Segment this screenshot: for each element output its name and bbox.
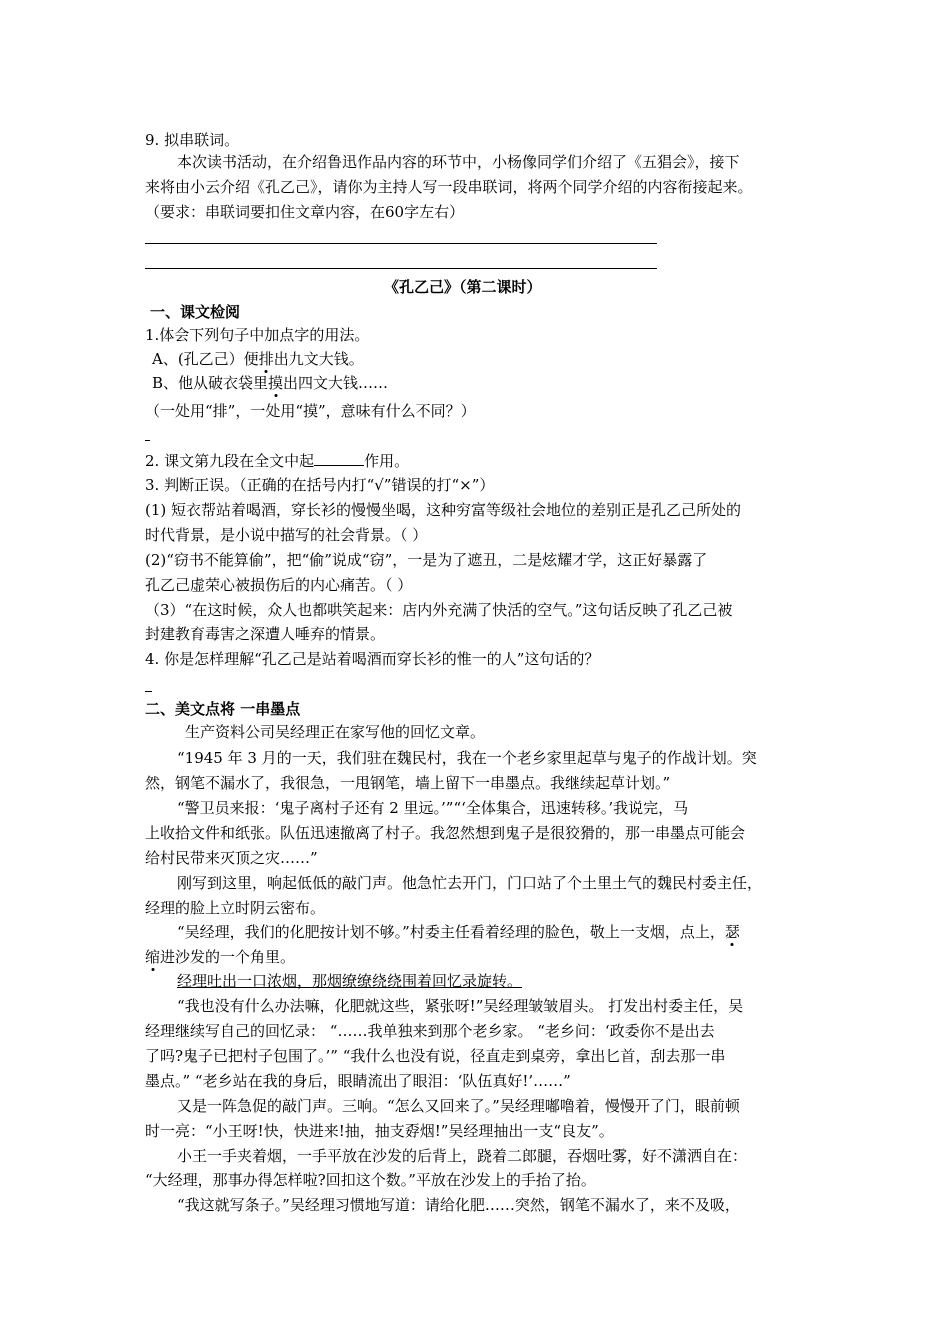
q4-text: 4. 你是怎样理解“孔乙己是站着喝酒而穿长衫的惟一的人”这句话的？	[145, 650, 600, 668]
story-p5-post: 进沙发的一个角里。	[160, 948, 296, 966]
answer-line-1[interactable]	[145, 243, 657, 244]
story-p3-line1: “警卫员来报：‘鬼子离村子还有 2 里远。’”“‘全体集合，迅速转移。’我说完，马	[177, 799, 689, 817]
lesson-title: 《孔乙己》（第二课时）	[384, 278, 542, 296]
q9-body-line2: 来将由小云介绍《孔乙己》，请你为主持人写一段串联词，将两个同学介绍的内容衔接起来。	[145, 178, 753, 196]
q1b-post: 出四文大钱……	[283, 374, 389, 392]
story-p3-line2: 上收拾文件和纸张。队伍迅速撤离了村子。我忽然想到鬼子是很狡猾的，那一串墨点可能会	[145, 824, 746, 842]
q3-1-line1: (1) 短衣帮站着喝酒，穿长衫的慢慢坐喝，这种穷富等级社会地位的差别正是孔乙己所处的	[145, 501, 742, 519]
story-p8-line1: 又是一阵急促的敲门声。三响。“怎么又回来了。”吴经理嘟噜着，慢慢开了门，眼前顿	[177, 1097, 740, 1115]
q1a-sentence	[152, 349, 364, 369]
q1-text: 1.体会下列句子中加点字的用法。	[145, 326, 370, 344]
q2-pre: 2. 课文第九段在全文中起	[145, 452, 315, 470]
section2-heading: 二、美文点将 一串墨点	[145, 700, 301, 718]
story-p4-line1: 刚写到这里，响起低低的敲门声。他急忙去开门，门口站了个土里土气的魏民村委主任，	[177, 874, 763, 892]
q3-2-line1: (2)“窃书不能算偷”，把“偷”说成“窃”，一是为了遮丑，二是炫耀才学，这正好暴露了	[145, 551, 708, 569]
q3-1-line2: 时代背景，是小说中描写的社会背景。（ ）	[145, 526, 428, 544]
q2-sentence	[145, 451, 409, 471]
q3-2-line2: 孔乙己虚荣心被损伤后的内心痛苦。（ ）	[145, 576, 413, 594]
q1b-dotted-char: 摸	[268, 374, 284, 392]
story-p1: 生产资料公司吴经理正在家写他的回忆文章。	[185, 723, 486, 741]
q1b-sentence	[152, 373, 388, 393]
q1a-dotted-char: 排	[258, 350, 274, 368]
q9-body-line1: 本次读书活动，在介绍鲁迅作品内容的环节中，小杨像同学们介绍了《五猖会》，接下	[177, 153, 740, 171]
q2-blank[interactable]	[314, 451, 364, 466]
q1a-pre: A、(孔乙己）便	[152, 350, 259, 368]
q9-requirement: （要求：串联词要扣住文章内容，在60字左右）	[145, 203, 465, 221]
story-p3-line3: 给村民带来灭顶之灾……”	[145, 849, 318, 867]
story-p9-line1: 小王一手夹着烟，一手平放在沙发的后背上，跷着二郎腿，吞烟吐雾，好不潇洒自在：	[177, 1147, 748, 1165]
story-p7-line4: 墨点。” “老乡站在我的身后，眼睛流出了眼泪：‘队伍真好!’……”	[145, 1072, 571, 1090]
answer-line-2[interactable]	[145, 268, 657, 269]
story-p5-line2	[145, 947, 295, 967]
q2-post: 作用。	[364, 452, 410, 470]
q3-text: 3. 判断正误。（正确的在括号内打“√”错误的打“×”）	[145, 476, 495, 494]
story-p5-line1	[177, 922, 740, 942]
story-p6-underlined: 经理吐出一口浓烟，那烟缭缭绕绕围着回忆录旋转。	[177, 972, 523, 990]
answer-mark-q1	[145, 440, 150, 441]
q3-3-line2: 封建教育毒害之深遭人唾弃的情景。	[145, 625, 386, 643]
answer-mark-q4	[145, 691, 152, 692]
story-p7-line1: “我也没有什么办法嘛，化肥就这些，紧张呀!”吴经理皱皱眉头。 打发出村委主任，吴	[177, 997, 744, 1015]
story-p9-line2: “大经理，那事办得怎样啦?回扣这个数。”平放在沙发上的手抬了抬。	[145, 1171, 596, 1189]
story-p5-dotted-char-1: 瑟	[724, 923, 740, 941]
q1-prompt: （一处用“排”，一处用“摸”，意味有什么不同？）	[145, 402, 476, 420]
story-p7-line3: 了吗?鬼子已把村子包围了。’” “我什么也没有说，径直走到桌旁，拿出匕首，刮去那一串	[145, 1047, 726, 1065]
story-p5-pre: “吴经理，我们的化肥按计划不够。”村委主任看着经理的脸色，敬上一支烟，点上，	[177, 923, 725, 941]
story-p8-line2: 时一亮：“小王呀!快，快进来!抽，抽支孬烟!”吴经理抽出一支“良友”。	[145, 1122, 614, 1140]
q1a-post: 出九文大钱。	[273, 350, 364, 368]
section1-heading: 一、课文检阅	[150, 303, 241, 321]
story-p7-line2: 经理继续写自己的回忆录： “……我单独来到那个老乡家。 “老乡问：‘政委你不是出去	[145, 1022, 715, 1040]
story-p5-dotted-char-2: 缩	[145, 948, 161, 966]
story-p2-line2: 然，钢笔不漏水了，我很急，一甩钢笔，墙上留下一串墨点。我继续起草计划。”	[145, 774, 671, 792]
story-p4-line2: 经理的脸上立时阴云密布。	[145, 899, 326, 917]
story-p2-line1: “1945 年 3 月的一天，我们驻在魏民村，我在一个老乡家里起草与鬼子的作战计划。突	[177, 749, 757, 767]
q1b-pre: B、他从破衣袋里	[152, 374, 269, 392]
story-p10: “我这就写条子。”吴经理习惯地写道：请给化肥……突然，钢笔不漏水了，来不及吸，	[177, 1196, 740, 1214]
q9-title: 9. 拟串联词。	[145, 131, 240, 149]
q3-3-line1: （3）“在这时候，众人也都哄笑起来：店内外充满了快活的空气。”这句话反映了孔乙己被	[145, 601, 733, 619]
